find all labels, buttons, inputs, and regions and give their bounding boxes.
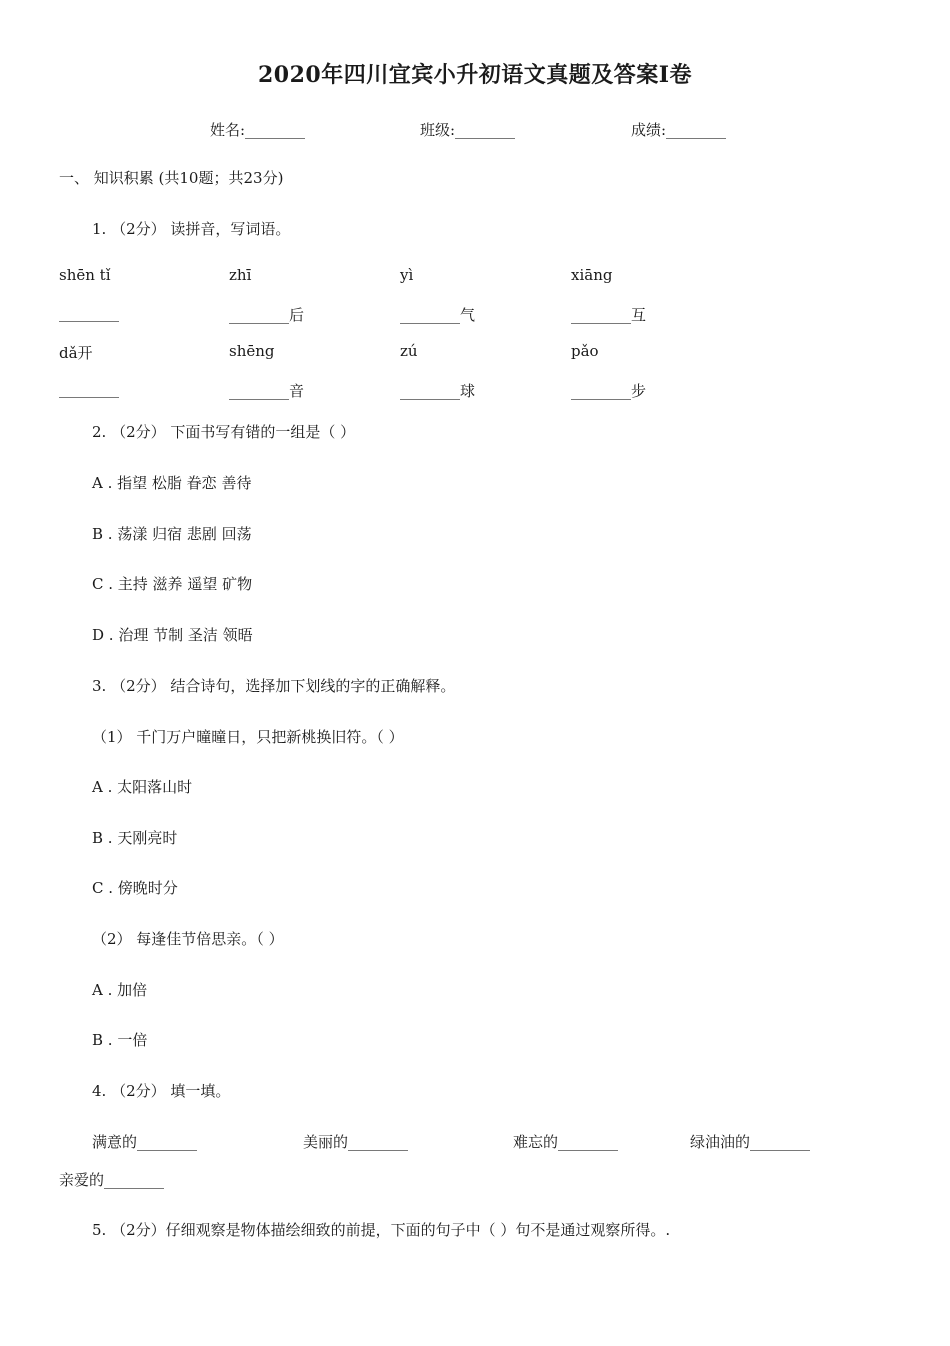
pinyin-label: pǎo <box>571 342 599 360</box>
pinyin-label: zú <box>400 342 418 360</box>
section-heading: 一、 知识积累 (共10题；共23分) <box>59 169 284 187</box>
fill-blank-item[interactable]: 美丽的________ <box>303 1133 409 1151</box>
option-b[interactable]: B . 天刚亮时 <box>92 829 178 847</box>
question-1-stem: 1. （2分） 读拼音，写词语。 <box>92 220 291 238</box>
option-d[interactable]: D . 治理 节制 圣洁 领晤 <box>92 626 253 644</box>
sub-question-1: （1） 千门万户曈曈日，只把新桃换旧符。（ ） <box>92 728 404 746</box>
fill-blank-item[interactable]: 难忘的________ <box>513 1133 619 1151</box>
question-4-stem: 4. （2分） 填一填。 <box>92 1082 231 1100</box>
answer-blank[interactable]: ________互 <box>571 306 647 324</box>
answer-blank[interactable]: ________ <box>59 304 119 322</box>
pinyin-label: shēng <box>229 342 275 360</box>
sub-question-2: （2） 每逢佳节倍思亲。（ ） <box>92 930 284 948</box>
question-3-stem: 3. （2分） 结合诗句，选择加下划线的字的正确解释。 <box>92 677 456 695</box>
name-field[interactable]: 姓名:________ <box>210 121 306 139</box>
class-field[interactable]: 班级:________ <box>420 121 516 139</box>
page-title: 2020年四川宜宾小升初语文真题及答案I卷 <box>257 62 693 88</box>
option-a[interactable]: A . 加倍 <box>92 981 148 999</box>
answer-blank[interactable]: ________气 <box>400 306 476 324</box>
pinyin-label: yì <box>400 266 414 284</box>
option-a[interactable]: A . 太阳落山时 <box>92 778 193 796</box>
fill-blank-item[interactable]: 绿油油的________ <box>690 1133 811 1151</box>
answer-blank[interactable]: ________球 <box>400 382 476 400</box>
pinyin-label: zhī <box>229 266 252 284</box>
fill-blank-item[interactable]: 亲爱的________ <box>59 1171 165 1189</box>
answer-blank[interactable]: ________后 <box>229 306 305 324</box>
option-c[interactable]: C . 傍晚时分 <box>92 879 178 897</box>
option-b[interactable]: B . 荡漾 归宿 悲剧 回荡 <box>92 525 252 543</box>
option-c[interactable]: C . 主持 滋养 遥望 矿物 <box>92 575 253 593</box>
answer-blank[interactable]: ________ <box>59 380 119 398</box>
option-b[interactable]: B . 一倍 <box>92 1031 148 1049</box>
pinyin-label: dǎ开 <box>59 344 93 362</box>
question-5-stem: 5. （2分）仔细观察是物体描绘细致的前提，下面的句子中（ ）句不是通过观察所得。. <box>92 1221 671 1239</box>
answer-blank[interactable]: ________音 <box>229 382 305 400</box>
pinyin-label: shēn tǐ <box>59 266 111 284</box>
fill-blank-item[interactable]: 满意的________ <box>92 1133 198 1151</box>
option-a[interactable]: A . 指望 松脂 眷恋 善待 <box>92 474 252 492</box>
question-2-stem: 2. （2分） 下面书写有错的一组是（ ） <box>92 423 356 441</box>
pinyin-label: xiāng <box>571 266 613 284</box>
answer-blank[interactable]: ________步 <box>571 382 647 400</box>
score-field[interactable]: 成绩:________ <box>631 121 727 139</box>
